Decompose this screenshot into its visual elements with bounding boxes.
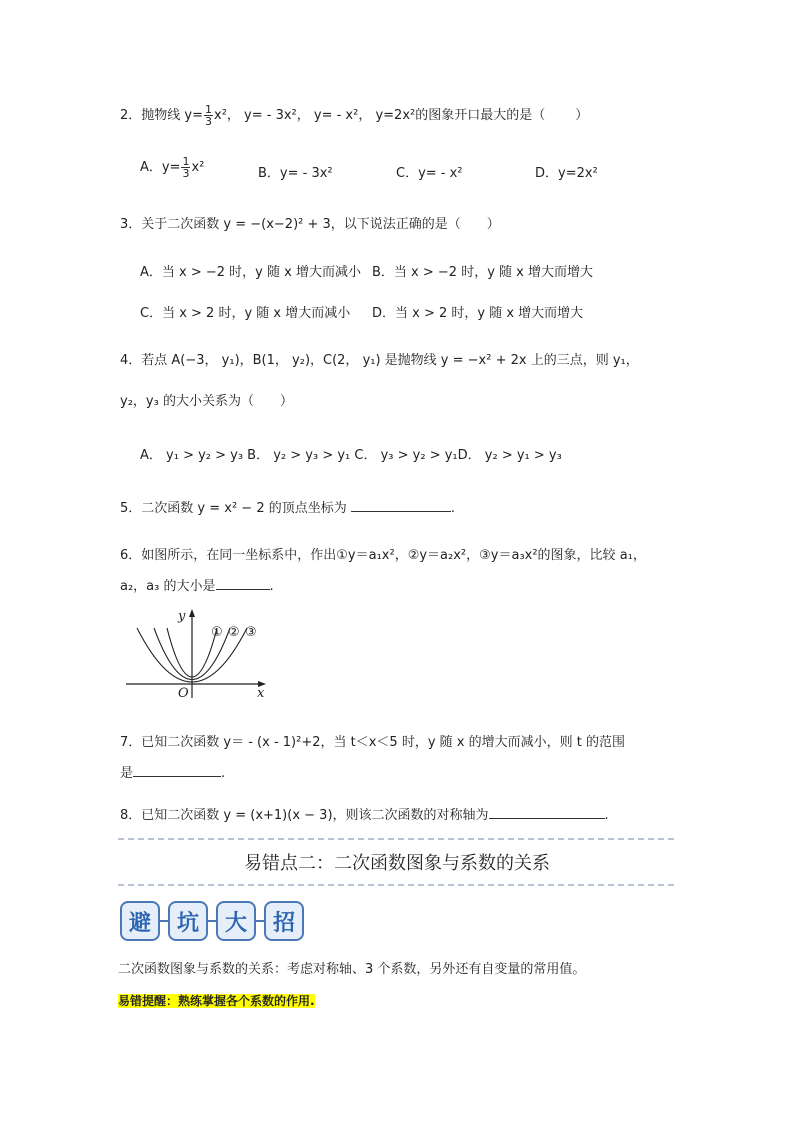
question-4: 4．若点 A(−3， y₁)，B(1， y₂)，C(2， y₁) 是抛物线 y = −x² + 2x 上的三点，则 y₁， [120,353,639,368]
answer-blank[interactable] [216,575,270,590]
tip-text: 二次函数图象与系数的关系：考虑对称轴、3 个系数，另外还有自变量的常用值。 [118,962,586,977]
parabola-figure [122,606,272,700]
q8-stem: 8．已知二次函数 y = (x+1)(x − 3)，则该二次函数的对称轴为 [120,808,489,823]
q2-option-a[interactable] [140,156,204,179]
section-title: 易错点二：二次函数图象与系数的关系 [244,853,550,874]
question-7-cont [120,762,225,781]
question-6: 6．如图所示，在同一坐标系中，作出①y＝a₁x²，②y＝a₂x²，③y＝a₃x²的图象，比较 a₁， [120,548,646,563]
origin-label: O [178,686,189,700]
question-7: 7．已知二次函数 y＝ - (x - 1)²+2，当 t＜x＜5 时，y 随 x 的增大而减小，则 t 的范围 [120,735,625,750]
q2-stem-end: x²， y= - 3x²， y= - x²， y=2x²的图象开口最大的是（ [214,108,546,123]
fraction-one-third [204,104,213,127]
banner-tile-1: 避 [120,901,160,941]
y-label: y [178,609,186,624]
q3-option-d[interactable]: D．当 x > 2 时，y 随 x 增大而增大 [372,306,584,321]
answer-blank[interactable] [489,804,605,819]
question-8 [120,804,609,823]
q2-option-d[interactable]: D．y=2x² [535,166,598,181]
question-5 [120,497,455,516]
curve-label-1: ① [211,625,223,640]
q2-stem-start: 2．抛物线 y= [120,108,203,123]
y-axis-arrow [189,609,195,617]
fraction-one-third-option [181,156,190,179]
q2-option-c[interactable]: C．y= - x² [396,166,463,181]
q2-opt-a-pre: A．y= [140,160,181,175]
q2-paren-close: ） [575,108,589,123]
frac-numerator: 1 [205,103,212,116]
banner-connector [208,920,216,922]
tip-highlight [118,992,315,1009]
question-4-cont: y₂，y₃ 的大小关系为（ ） [120,394,293,409]
banner-tile-3: 大 [216,901,256,941]
question-6-cont [120,575,274,594]
question-3: 3．关于二次函数 y = −(x−2)² + 3，以下说法正确的是（ ） [120,217,500,232]
frac-denominator: 3 [182,167,190,180]
section-divider-top [118,838,674,840]
frac-numerator: 1 [182,155,190,168]
answer-blank[interactable] [351,497,451,512]
q2-opt-a-post: x² [191,160,205,175]
highlighted-reminder: 易错提醒：熟练掌握各个系数的作用. [118,994,315,1008]
q3-option-c[interactable]: C．当 x > 2 时，y 随 x 增大而减小 [140,306,351,321]
banner-connector [256,920,264,922]
q4-options[interactable]: A． y₁ > y₂ > y₃ B． y₂ > y₃ > y₁ C． y₃ > y₂ > y₁D． y₂ > y₁ > y₃ [140,448,562,463]
x-label: x [257,686,265,700]
banner-tile-2: 坑 [168,901,208,941]
q3-option-a[interactable]: A．当 x > −2 时，y 随 x 增大而减小 [140,265,361,280]
frac-denominator: 3 [205,115,212,128]
curve-label-2: ② [228,625,240,640]
banner-tile-4: 招 [264,901,304,941]
section-divider-bottom [118,884,674,886]
q7-end: . [221,766,226,781]
q2-option-b[interactable]: B．y= - 3x² [258,166,333,181]
banner-connector [160,920,168,922]
q8-end: . [604,808,609,823]
question-2 [120,104,588,127]
q5-end: . [450,501,456,516]
answer-blank[interactable] [133,762,221,777]
q7-stem2: 是 [120,766,134,781]
q5-stem: 5．二次函数 y = x² − 2 的顶点坐标为 [120,501,347,516]
q3-option-b[interactable]: B．当 x > −2 时，y 随 x 增大而增大 [372,265,593,280]
q6-end: . [269,579,274,594]
q6-stem2: a₂，a₃ 的大小是 [120,579,216,594]
curve-label-3: ③ [245,625,257,640]
